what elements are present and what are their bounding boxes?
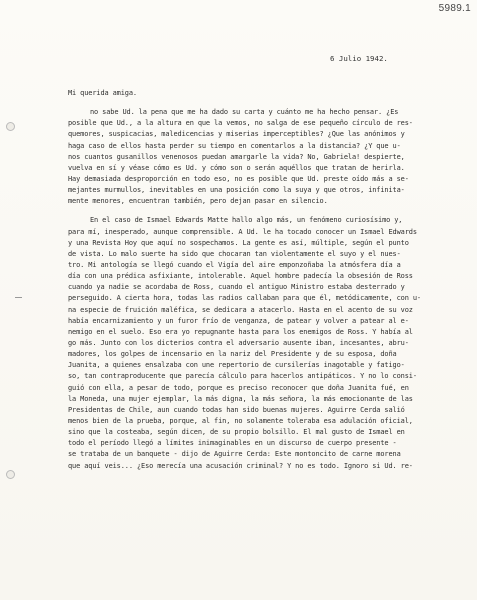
paragraph-1 [68,107,468,207]
letter-body [68,76,468,472]
text-line: cuando ya nadie se acordaba de Ross, cuando el antiguo Ministro estaba desterrado y [68,283,405,292]
text-line: Hay demasiada desproporción en todo eso, no es posible que Ud. preste oído más a se- [68,174,409,183]
text-line: so, tan contraproducente que parecía cálculo para hacerlos antipáticos. Y no lo consi- [68,372,417,381]
text-line: mejantes murmullos, inevitables en una posición como la suya y que otros, infinita- [68,186,405,195]
text-line: no sabe Ud. la pena que me ha dado su carta y cuánto me ha hecho pensar. ¿Es [90,108,399,117]
text-line: nemigo en el suelo. Eso era yo repugnante hasta para los enemigos de Ross. Y había al [68,327,413,336]
text-line: guió con ella, a pesar de todo, porque es preciso reconocer que doña Juanita fué, en [68,383,409,392]
text-line: Presidentas de Chile, aun cuando todas han sido buenas mujeres. Aguirre Cerda salió [68,405,405,414]
text-line: En el caso de Ismael Edwards Matte hallo algo más, un fenómeno curiosísimo y, [90,216,403,225]
text-line: que aquí veis... ¿Eso merecía una acusación criminal? Y no es todo. Ignoro si Ud. re- [68,461,413,470]
text-line: vuelva en sí y véase cómo es Ud. y cómo son o serán aquéllos que tratan de herirla. [68,163,405,172]
letter-date: 6 Julio 1942. [330,54,388,63]
text-line: perseguido. A cierta hora, todas las radios callaban para que él, metódicamente, con u- [68,294,421,303]
text-line: había encarnizamiento y un furor frío de venganza, de patear y volver a patear al e- [68,316,409,325]
text-line: Juanita, a quienes ensalzaba con une repertorio de cursilerías inagotable y fatigo- [68,361,405,370]
text-line: para mí, inesperado, aunque comprensible. A Ud. le ha tocado conocer un Ismael Edwards [68,227,417,236]
text-line: día con una prédica asfixiante, intolerable. Aquel hombre padecía la obsesión de Ross [68,272,413,281]
punch-hole [6,122,15,131]
page-number: 5989.1 [438,3,471,14]
text-line: se trataba de un banquete - dijo de Aguirre Cerda: Este montoncito de carne morena [68,450,401,459]
fold-mark [15,297,22,298]
text-line: go más. Junto con los dicterios contra el adversario ausente iban, incesantes, abru- [68,338,409,347]
text-line: quemores, suspicacias, maledicencias y miserias imperceptibles? ¿Que las anónimos y [68,130,405,139]
text-line: haga caso de ellos hasta perder su tiempo en comentarlos a la distancia? ¿Y que u- [68,141,401,150]
text-line: na especie de fruición maléfica, se dedicara a atacerlo. Hasta en el acento de su voz [68,305,413,314]
text-line: la Moneda, una mujer ejemplar, la más digna, la más señora, la más emocionante de las [68,394,413,403]
punch-hole [6,470,15,479]
text-line: y una Revista Hoy que aquí no sospechamos. La gente es así, múltiple, según el punto [68,238,409,247]
text-line: de vista. Lo malo suerte ha sido que chocaran tan violentamente el suyo y el nues- [68,249,401,258]
text-line: menos bien de la prueba, porque, al fin, no solamente toleraba esa adulación oficial, [68,416,413,425]
text-line: sino que la costeaba, según dicen, de su propio bolsillo. El mal gusto de Ismael en [68,428,405,437]
text-line: todo el período llegó a límites inimaginables en un discurso de cuerpo presente - [68,439,397,448]
text-line: madores, los golpes de incensario en la nariz del Presidente y de su esposa, doña [68,350,397,359]
text-line: posible que Ud., a la altura en que la vemos, no salga de ese pequeño círculo de res- [68,119,413,128]
text-line: nos cuantos gusanillos venenosos puedan amargarle la vida? No, Gabriela! despierte, [68,152,405,161]
text-line: tro. Mi antología se llegó cuando el Vigía del aire emponzoñaba la atmósfera día a [68,260,401,269]
salutation: Mi querida amiga. [68,89,137,97]
text-line: mente menores, encuentran también, pero dejan pasar en silencio. [68,197,328,206]
paragraph-2 [68,215,468,471]
